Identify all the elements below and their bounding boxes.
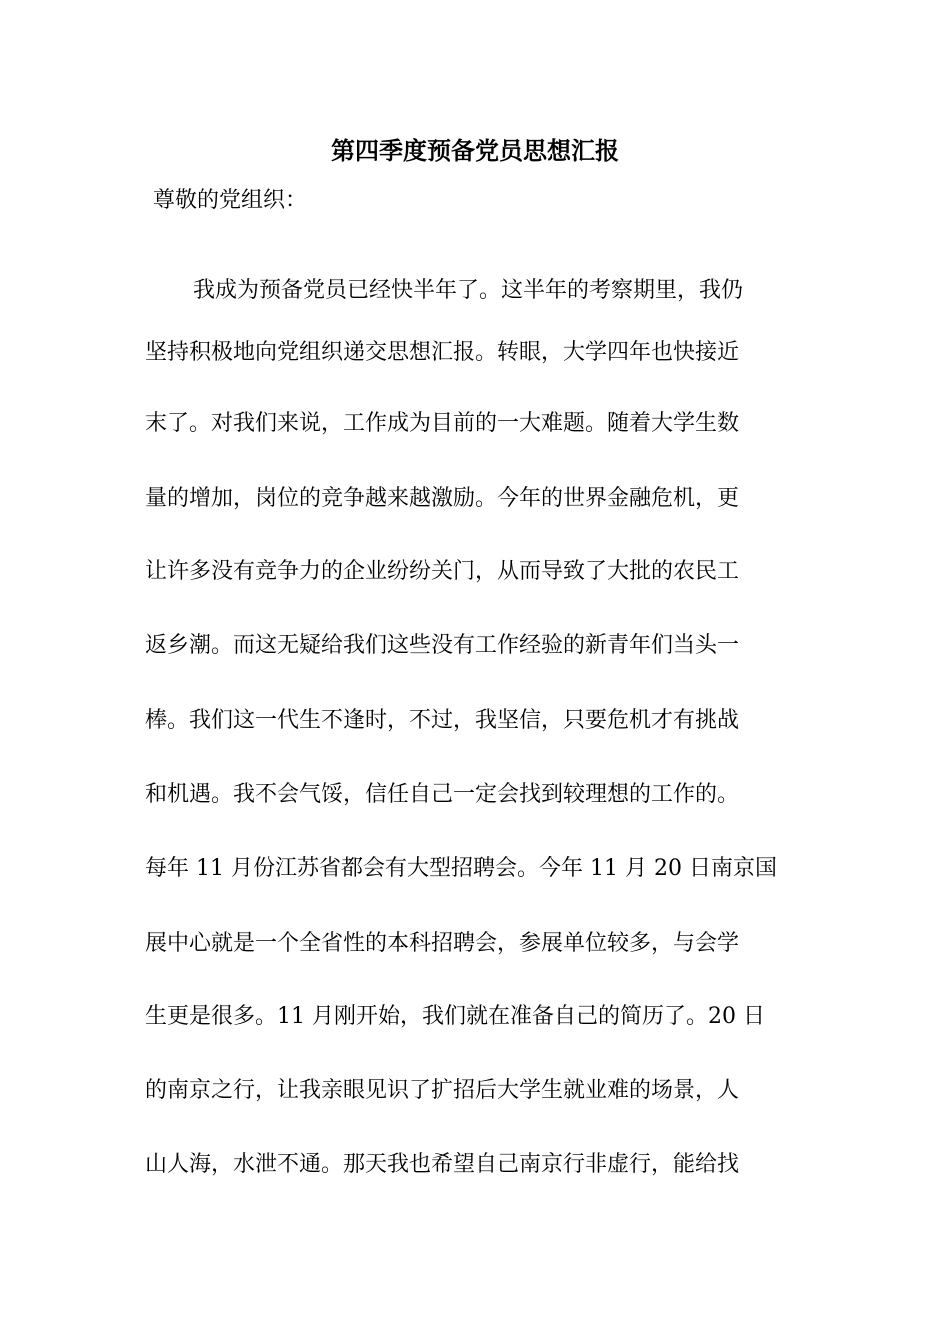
document-title: 第四季度预备党员思想汇报 (331, 136, 619, 165)
body-line: 每年 11 月份江苏省都会有大型招聘会。今年 11 月 20 日南京国 (145, 856, 777, 881)
body-line: 我成为预备党员已经快半年了。这半年的考察期里，我仍 (193, 278, 744, 303)
body-line: 坚持积极地向党组织递交思想汇报。转眼，大学四年也快接近 (145, 340, 740, 365)
body-line: 让许多没有竞争力的企业纷纷关门，从而导致了大批的农民工 (145, 559, 740, 584)
body-line: 山人海，水泄不通。那天我也希望自己南京行非虚行，能给找 (145, 1152, 740, 1177)
body-line: 量的增加，岗位的竞争越来越激励。今年的世界金融危机，更 (145, 486, 740, 511)
body-line: 棒。我们这一代生不逢时，不过，我坚信，只要危机才有挑战 (145, 708, 740, 733)
body-line: 返乡潮。而这无疑给我们这些没有工作经验的新青年们当头一 (145, 633, 740, 658)
body-line: 生更是很多。11 月刚开始，我们就在准备自己的简历了。20 日 (145, 1004, 765, 1029)
body-line: 展中心就是一个全省性的本科招聘会，参展单位较多，与会学 (145, 931, 740, 956)
salutation: 尊敬的党组织： (153, 188, 308, 213)
body-line: 末了。对我们来说，工作成为目前的一大难题。随着大学生数 (145, 411, 740, 436)
body-line: 的南京之行，让我亲眼见识了扩招后大学生就业难的场景，人 (145, 1078, 740, 1103)
body-line: 和机遇。我不会气馁，信任自己一定会找到较理想的工作的。 (145, 782, 740, 807)
